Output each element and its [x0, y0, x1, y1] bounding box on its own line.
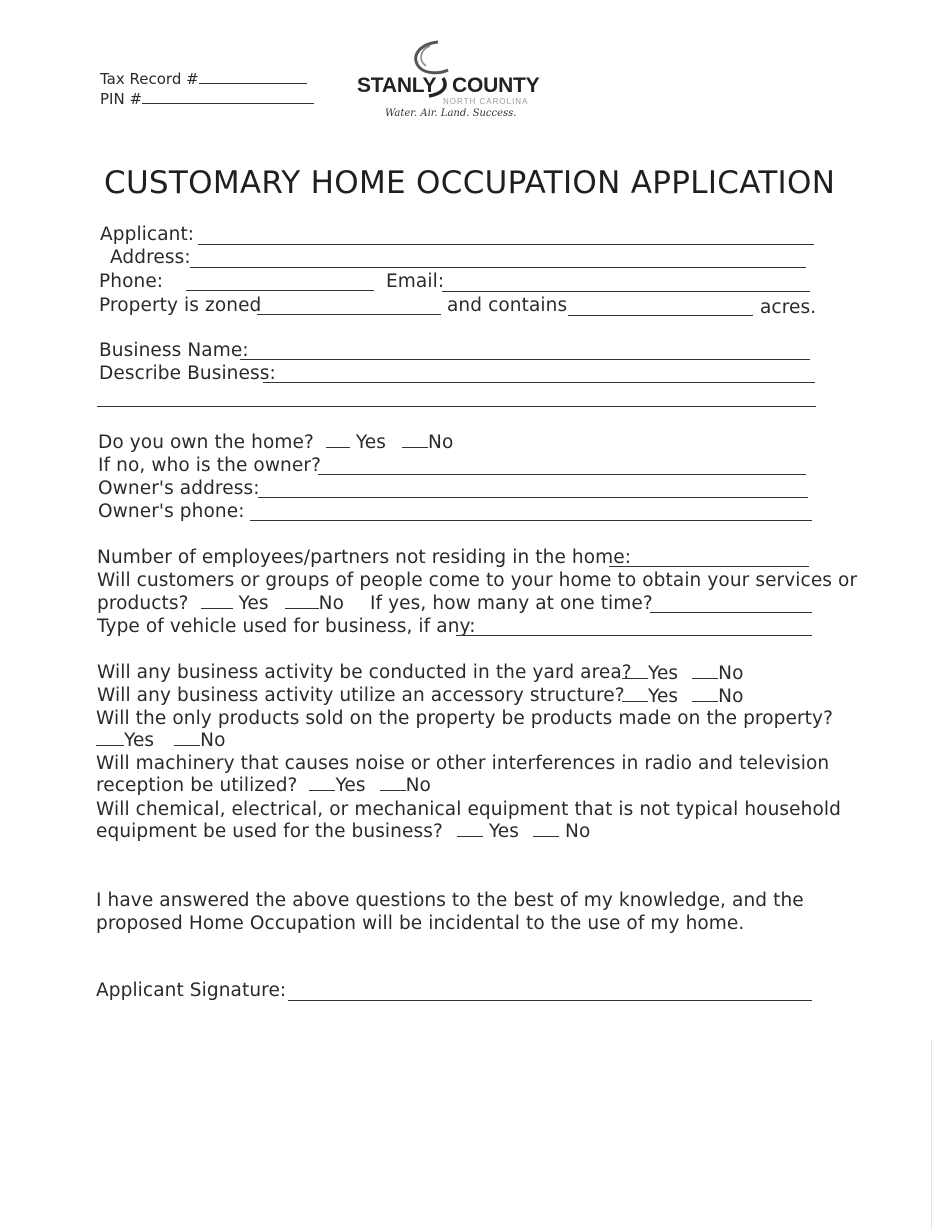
customers-yes-label: Yes [238, 593, 269, 614]
accessory-no-blank[interactable] [692, 700, 718, 702]
how-many-input[interactable] [650, 612, 812, 613]
machinery-yes-label: Yes [335, 775, 366, 796]
customers-yes-blank[interactable] [201, 607, 233, 609]
owner-phone-input[interactable] [250, 520, 812, 521]
machinery-yes-blank[interactable] [309, 789, 335, 791]
business-name-label: Business Name: [99, 340, 249, 361]
own-home-no-label: No [428, 432, 454, 453]
machinery-question-line1: Will machinery that causes noise or other interferences in radio and television [96, 753, 830, 774]
chemical-yes-label: Yes [488, 821, 520, 842]
tax-record-label: Tax Record # [100, 70, 199, 88]
owner-address-input[interactable] [258, 497, 808, 498]
email-input[interactable] [442, 291, 810, 292]
owner-input[interactable] [318, 474, 806, 475]
accessory-no-label: No [718, 686, 744, 707]
pin-input[interactable] [142, 102, 314, 104]
logo-state: NORTH CAROLINA [443, 97, 529, 106]
applicant-input[interactable] [198, 244, 814, 245]
acres-label: acres. [760, 297, 817, 318]
employees-input[interactable] [609, 566, 809, 567]
machinery-no-label: No [405, 775, 431, 796]
signature-input[interactable] [288, 1000, 812, 1001]
logo-name-left: STANLY [357, 74, 437, 97]
products-yes-blank[interactable] [96, 744, 124, 746]
chemical-question-line1: Will chemical, electrical, or mechanical equipment that is not typical household [96, 799, 841, 820]
products-no-blank[interactable] [174, 744, 200, 746]
describe-business-input-line2[interactable] [97, 406, 816, 407]
phone-label: Phone: [99, 271, 164, 292]
accessory-question: Will any business activity utilize an accessory structure? [97, 685, 625, 706]
email-label: Email: [386, 271, 445, 292]
own-home-question: Do you own the home? Yes No [98, 432, 454, 453]
yard-answers [622, 663, 744, 684]
own-home-yes-blank[interactable] [326, 446, 350, 448]
certification-line1: I have answered the above questions to the best of my knowledge, and the [96, 890, 804, 911]
zoned-label: Property is zoned [99, 295, 262, 316]
signature-label: Applicant Signature: [96, 980, 287, 1001]
customers-question-line1: Will customers or groups of people come to your home to obtain your services or [97, 570, 858, 591]
tax-record-input[interactable] [199, 82, 307, 84]
customers-no-blank[interactable] [285, 607, 319, 609]
stanly-county-logo [355, 38, 540, 123]
accessory-yes-label: Yes [648, 686, 679, 707]
page-title: CUSTOMARY HOME OCCUPATION APPLICATION [104, 165, 836, 201]
yard-yes-label: Yes [648, 663, 679, 684]
business-name-input[interactable] [240, 359, 810, 360]
machinery-question-line2: reception be utilized? Yes No [96, 775, 431, 796]
owner-address-label: Owner's address: [98, 478, 260, 499]
chemical-no-blank[interactable] [533, 835, 559, 837]
describe-business-input[interactable] [263, 382, 815, 383]
chemical-no-label: No [565, 821, 591, 842]
scan-edge-line [931, 1040, 932, 1230]
yard-question: Will any business activity be conducted in the yard area? [97, 662, 632, 683]
how-many-label: If yes, how many at one time? [369, 593, 653, 614]
products-question: Will the only products sold on the property be products made on the property? [96, 708, 833, 729]
certification-line2: proposed Home Occupation will be incidental to the use of my home. [96, 913, 745, 934]
chemical-yes-blank[interactable] [457, 835, 483, 837]
tax-record-field [100, 70, 307, 88]
swoosh-icon [380, 38, 460, 78]
logo-tagline: Water. Air. Land. Success. [385, 108, 517, 119]
pin-label: PIN # [100, 90, 143, 108]
employees-label: Number of employees/partners not residing in the home: [97, 547, 632, 568]
applicant-label: Applicant: [100, 224, 195, 245]
own-home-yes-label: Yes [355, 432, 387, 453]
accessory-answers [622, 686, 744, 707]
acres-input[interactable] [568, 315, 753, 316]
yard-no-label: No [718, 663, 744, 684]
chemical-question-line2: equipment be used for the business? Yes No [96, 821, 591, 842]
logo-name-right: COUNTY [452, 74, 540, 97]
yard-yes-blank[interactable] [622, 677, 648, 679]
customers-no-label: No [318, 593, 344, 614]
contains-label: and contains [447, 295, 568, 316]
vehicle-input[interactable] [456, 635, 812, 636]
customers-question-line2: products? Yes No If yes, how many at one time? [97, 593, 653, 614]
zoned-input[interactable] [257, 314, 441, 315]
products-yes-label: Yes [124, 730, 155, 751]
accessory-yes-blank[interactable] [622, 700, 648, 702]
vehicle-label: Type of vehicle used for business, if any: [97, 616, 476, 637]
yard-no-blank[interactable] [692, 677, 718, 679]
address-label: Address: [110, 247, 191, 268]
own-home-no-blank[interactable] [402, 446, 428, 448]
phone-input[interactable] [186, 290, 374, 291]
products-no-label: No [200, 730, 226, 751]
products-answers [96, 730, 226, 751]
pin-field [100, 90, 314, 108]
address-input[interactable] [190, 267, 806, 268]
describe-business-label: Describe Business: [99, 363, 276, 384]
owner-label: If no, who is the owner? [98, 455, 321, 476]
machinery-no-blank[interactable] [380, 789, 406, 791]
owner-phone-label: Owner's phone: [98, 501, 245, 522]
